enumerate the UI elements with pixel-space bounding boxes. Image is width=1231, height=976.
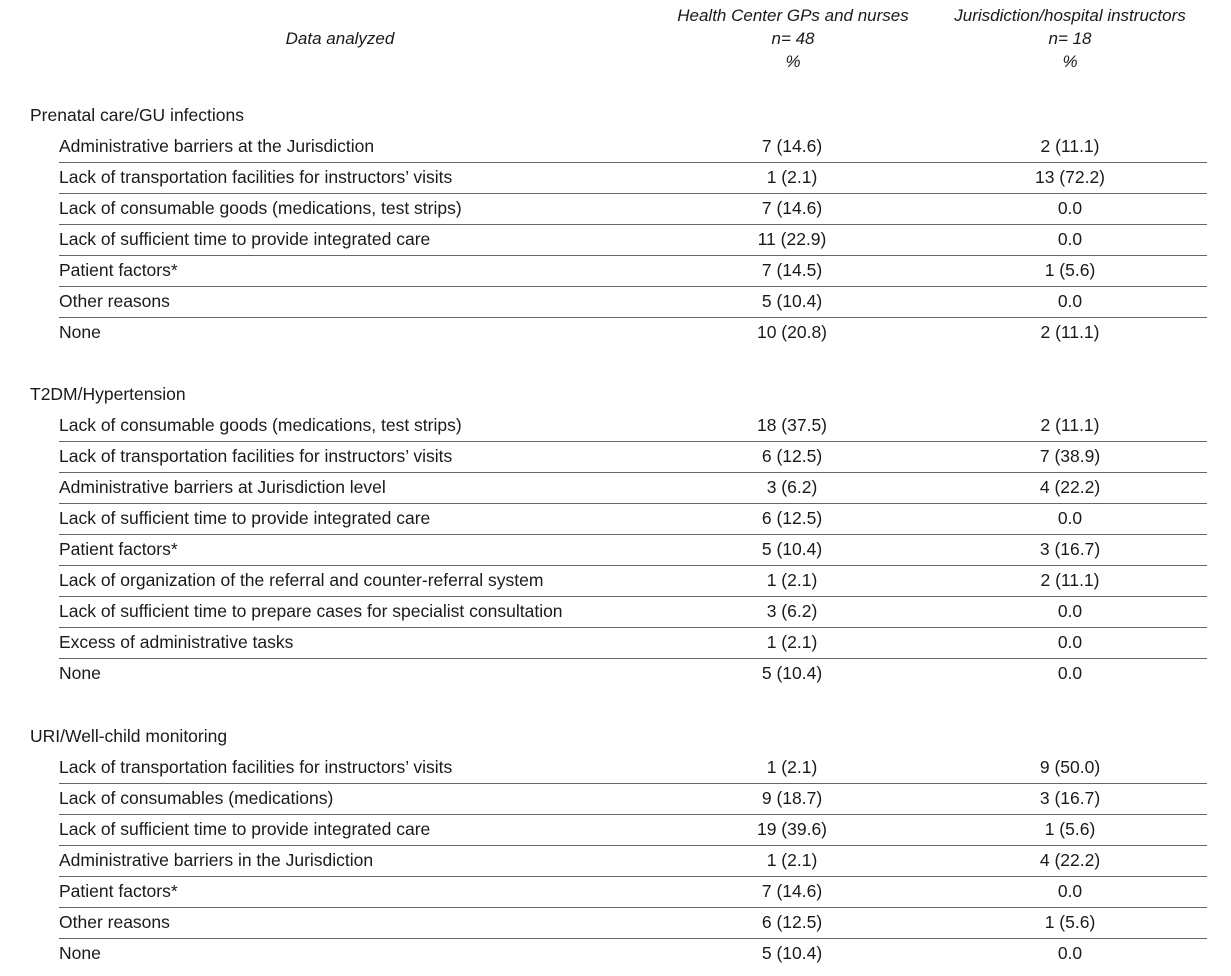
table-row [59, 658, 1207, 689]
row-label: Lack of consumable goods (medications, test strips) [59, 198, 462, 218]
health-center-value: 1 (2.1) [766, 570, 818, 590]
row-label: Lack of consumable goods (medications, test strips) [59, 415, 462, 435]
row-label: Excess of administrative tasks [59, 632, 294, 652]
jurisdiction-value: 1 (5.6) [1044, 912, 1096, 932]
jurisdiction-value: 0.0 [1057, 663, 1083, 683]
header-col1-title: Health Center GPs and nurses [677, 6, 909, 25]
row-label: Patient factors* [59, 260, 178, 280]
jurisdiction-value: 7 (38.9) [1039, 446, 1101, 466]
row-label: Administrative barriers in the Jurisdiction [59, 850, 374, 870]
jurisdiction-value: 2 (11.1) [1040, 322, 1100, 342]
jurisdiction-value: 0.0 [1057, 943, 1083, 963]
table-row [59, 286, 1207, 318]
jurisdiction-value: 0.0 [1057, 198, 1083, 218]
table-row [59, 752, 1207, 784]
health-center-value: 5 (10.4) [761, 539, 823, 559]
health-center-value: 7 (14.6) [761, 881, 823, 901]
header-health-center-column [668, 4, 918, 73]
jurisdiction-value: 2 (11.1) [1040, 570, 1100, 590]
jurisdiction-value: 3 (16.7) [1039, 788, 1101, 808]
health-center-value: 1 (2.1) [766, 632, 818, 652]
table-row [59, 472, 1207, 504]
table-row [59, 193, 1207, 225]
section-heading: Prenatal care/GU infections [30, 105, 244, 125]
row-label: Patient factors* [59, 881, 178, 901]
jurisdiction-value: 4 (22.2) [1039, 850, 1101, 870]
row-label: None [59, 663, 101, 683]
header-col2-title: Jurisdiction/hospital instructors [954, 6, 1186, 25]
table-row [59, 534, 1207, 566]
table-row [59, 317, 1207, 348]
row-label: Administrative barriers at Jurisdiction level [59, 477, 386, 497]
jurisdiction-value: 0.0 [1057, 601, 1083, 621]
health-center-value: 5 (10.4) [761, 943, 823, 963]
table-row [59, 224, 1207, 256]
header-data-analyzed: Data analyzed [285, 29, 395, 48]
jurisdiction-value: 3 (16.7) [1039, 539, 1101, 559]
jurisdiction-value: 1 (5.6) [1044, 260, 1096, 280]
row-label: Lack of organization of the referral and counter-referral system [59, 570, 544, 590]
row-label: Other reasons [59, 291, 170, 311]
table-row [59, 162, 1207, 194]
health-center-value: 1 (2.1) [766, 850, 818, 870]
health-center-value: 7 (14.5) [761, 260, 823, 280]
jurisdiction-value: 2 (11.1) [1040, 136, 1100, 156]
header-col2-n: n= 18 [1048, 29, 1092, 48]
row-label: Lack of sufficient time to provide integrated care [59, 819, 431, 839]
table-row [59, 845, 1207, 877]
header-col1-unit: % [785, 52, 801, 71]
row-label: Patient factors* [59, 539, 178, 559]
header-jurisdiction-column [945, 4, 1195, 73]
health-center-value: 9 (18.7) [761, 788, 823, 808]
health-center-value: 1 (2.1) [766, 167, 818, 187]
table-row [59, 876, 1207, 908]
health-center-value: 6 (12.5) [761, 912, 823, 932]
jurisdiction-value: 0.0 [1057, 632, 1083, 652]
section-heading: URI/Well-child monitoring [30, 726, 228, 746]
health-center-value: 5 (10.4) [761, 663, 823, 683]
health-center-value: 7 (14.6) [761, 136, 823, 156]
table-row [59, 938, 1207, 969]
table-row [59, 627, 1207, 659]
row-label: Other reasons [59, 912, 170, 932]
header-col1-n: n= 48 [771, 29, 815, 48]
row-label: Lack of sufficient time to provide integrated care [59, 508, 431, 528]
health-center-value: 3 (6.2) [766, 601, 818, 621]
health-center-value: 10 (20.8) [756, 322, 828, 342]
health-center-value: 18 (37.5) [756, 415, 828, 435]
jurisdiction-value: 0.0 [1057, 291, 1083, 311]
health-center-value: 6 (12.5) [761, 508, 823, 528]
table-row [59, 907, 1207, 939]
row-label: None [59, 322, 101, 342]
health-center-value: 3 (6.2) [766, 477, 818, 497]
header-col2-unit: % [1062, 52, 1078, 71]
section-heading: T2DM/Hypertension [30, 384, 186, 404]
table-row [59, 255, 1207, 287]
row-label: Lack of sufficient time to provide integrated care [59, 229, 431, 249]
health-center-value: 5 (10.4) [761, 291, 823, 311]
health-center-value: 7 (14.6) [761, 198, 823, 218]
jurisdiction-value: 1 (5.6) [1044, 819, 1096, 839]
jurisdiction-value: 0.0 [1057, 881, 1083, 901]
table-row [59, 565, 1207, 597]
jurisdiction-value: 13 (72.2) [1034, 167, 1106, 187]
table-row [59, 410, 1207, 442]
table-row [59, 814, 1207, 846]
table-row [59, 503, 1207, 535]
health-center-value: 6 (12.5) [761, 446, 823, 466]
row-label: Administrative barriers at the Jurisdiction [59, 136, 375, 156]
table-row [59, 783, 1207, 815]
row-label: Lack of transportation facilities for instructors’ visits [59, 167, 453, 187]
row-label: Lack of sufficient time to prepare cases for specialist consultation [59, 601, 563, 621]
table-row [59, 596, 1207, 628]
table-row [59, 131, 1207, 163]
row-label: Lack of transportation facilities for instructors’ visits [59, 757, 453, 777]
row-label: Lack of transportation facilities for instructors’ visits [59, 446, 453, 466]
jurisdiction-value: 0.0 [1057, 229, 1083, 249]
jurisdiction-value: 0.0 [1057, 508, 1083, 528]
row-label: Lack of consumables (medications) [59, 788, 334, 808]
jurisdiction-value: 9 (50.0) [1039, 757, 1101, 777]
jurisdiction-value: 4 (22.2) [1039, 477, 1101, 497]
health-center-value: 19 (39.6) [756, 819, 828, 839]
table-row [59, 441, 1207, 473]
health-center-value: 11 (22.9) [757, 229, 827, 249]
health-center-value: 1 (2.1) [766, 757, 818, 777]
jurisdiction-value: 2 (11.1) [1040, 415, 1100, 435]
row-label: None [59, 943, 101, 963]
